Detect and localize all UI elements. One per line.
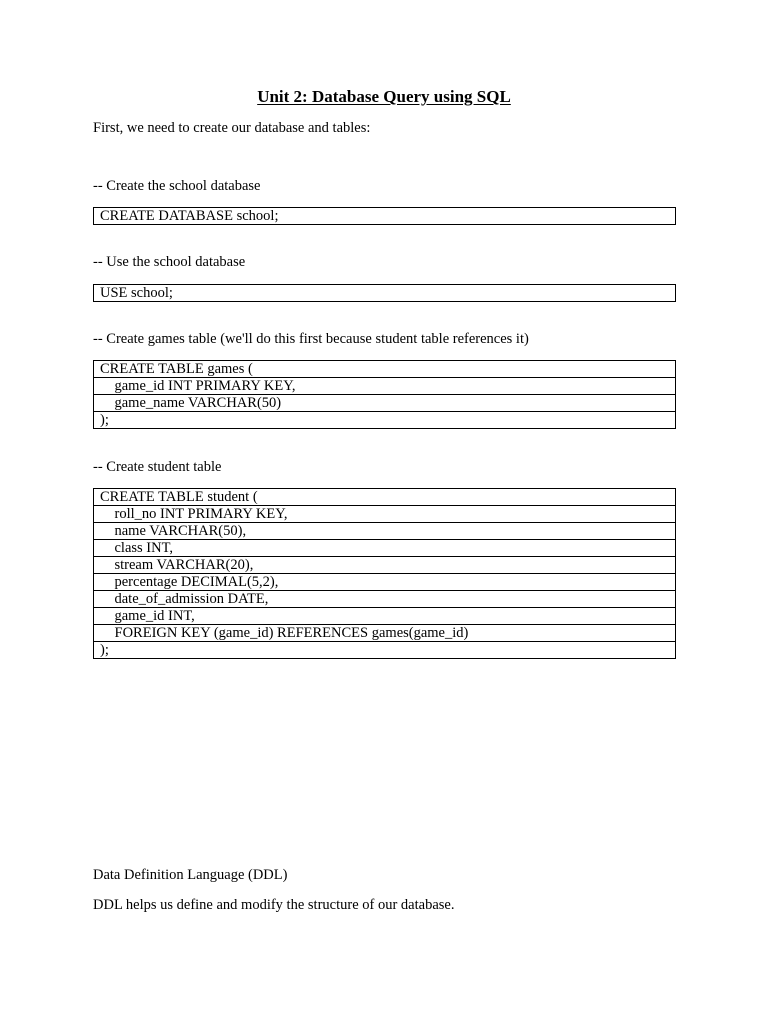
code-line: USE school; [94, 285, 676, 302]
code-line: game_name VARCHAR(50) [94, 395, 676, 412]
comment-create-games-table: -- Create games table (we'll do this first because student table references it) [93, 331, 529, 347]
code-line: class INT, [94, 540, 676, 557]
code-line: ); [94, 642, 676, 659]
code-line: stream VARCHAR(20), [94, 557, 676, 574]
code-line: percentage DECIMAL(5,2), [94, 574, 676, 591]
code-block-games-table [93, 360, 676, 429]
page-title: Unit 2: Database Query using SQL [257, 87, 511, 106]
comment-create-database: -- Create the school database [93, 178, 261, 194]
code-block-create-database [93, 207, 676, 225]
ddl-description: DDL helps us define and modify the structure of our database. [93, 897, 455, 913]
code-line: CREATE TABLE student ( [94, 489, 676, 506]
code-line: CREATE DATABASE school; [94, 208, 676, 225]
code-line: game_id INT PRIMARY KEY, [94, 378, 676, 395]
code-line: name VARCHAR(50), [94, 523, 676, 540]
code-line: FOREIGN KEY (game_id) REFERENCES games(game_id) [94, 625, 676, 642]
code-block-use-database [93, 284, 676, 302]
code-line: ); [94, 412, 676, 429]
code-line: date_of_admission DATE, [94, 591, 676, 608]
comment-create-student-table: -- Create student table [93, 459, 222, 475]
code-block-student-table [93, 488, 676, 659]
comment-use-database: -- Use the school database [93, 254, 246, 270]
code-line: game_id INT, [94, 608, 676, 625]
intro-text: First, we need to create our database and tables: [93, 120, 371, 136]
code-line: CREATE TABLE games ( [94, 361, 676, 378]
ddl-heading: Data Definition Language (DDL) [93, 867, 288, 883]
code-line: roll_no INT PRIMARY KEY, [94, 506, 676, 523]
